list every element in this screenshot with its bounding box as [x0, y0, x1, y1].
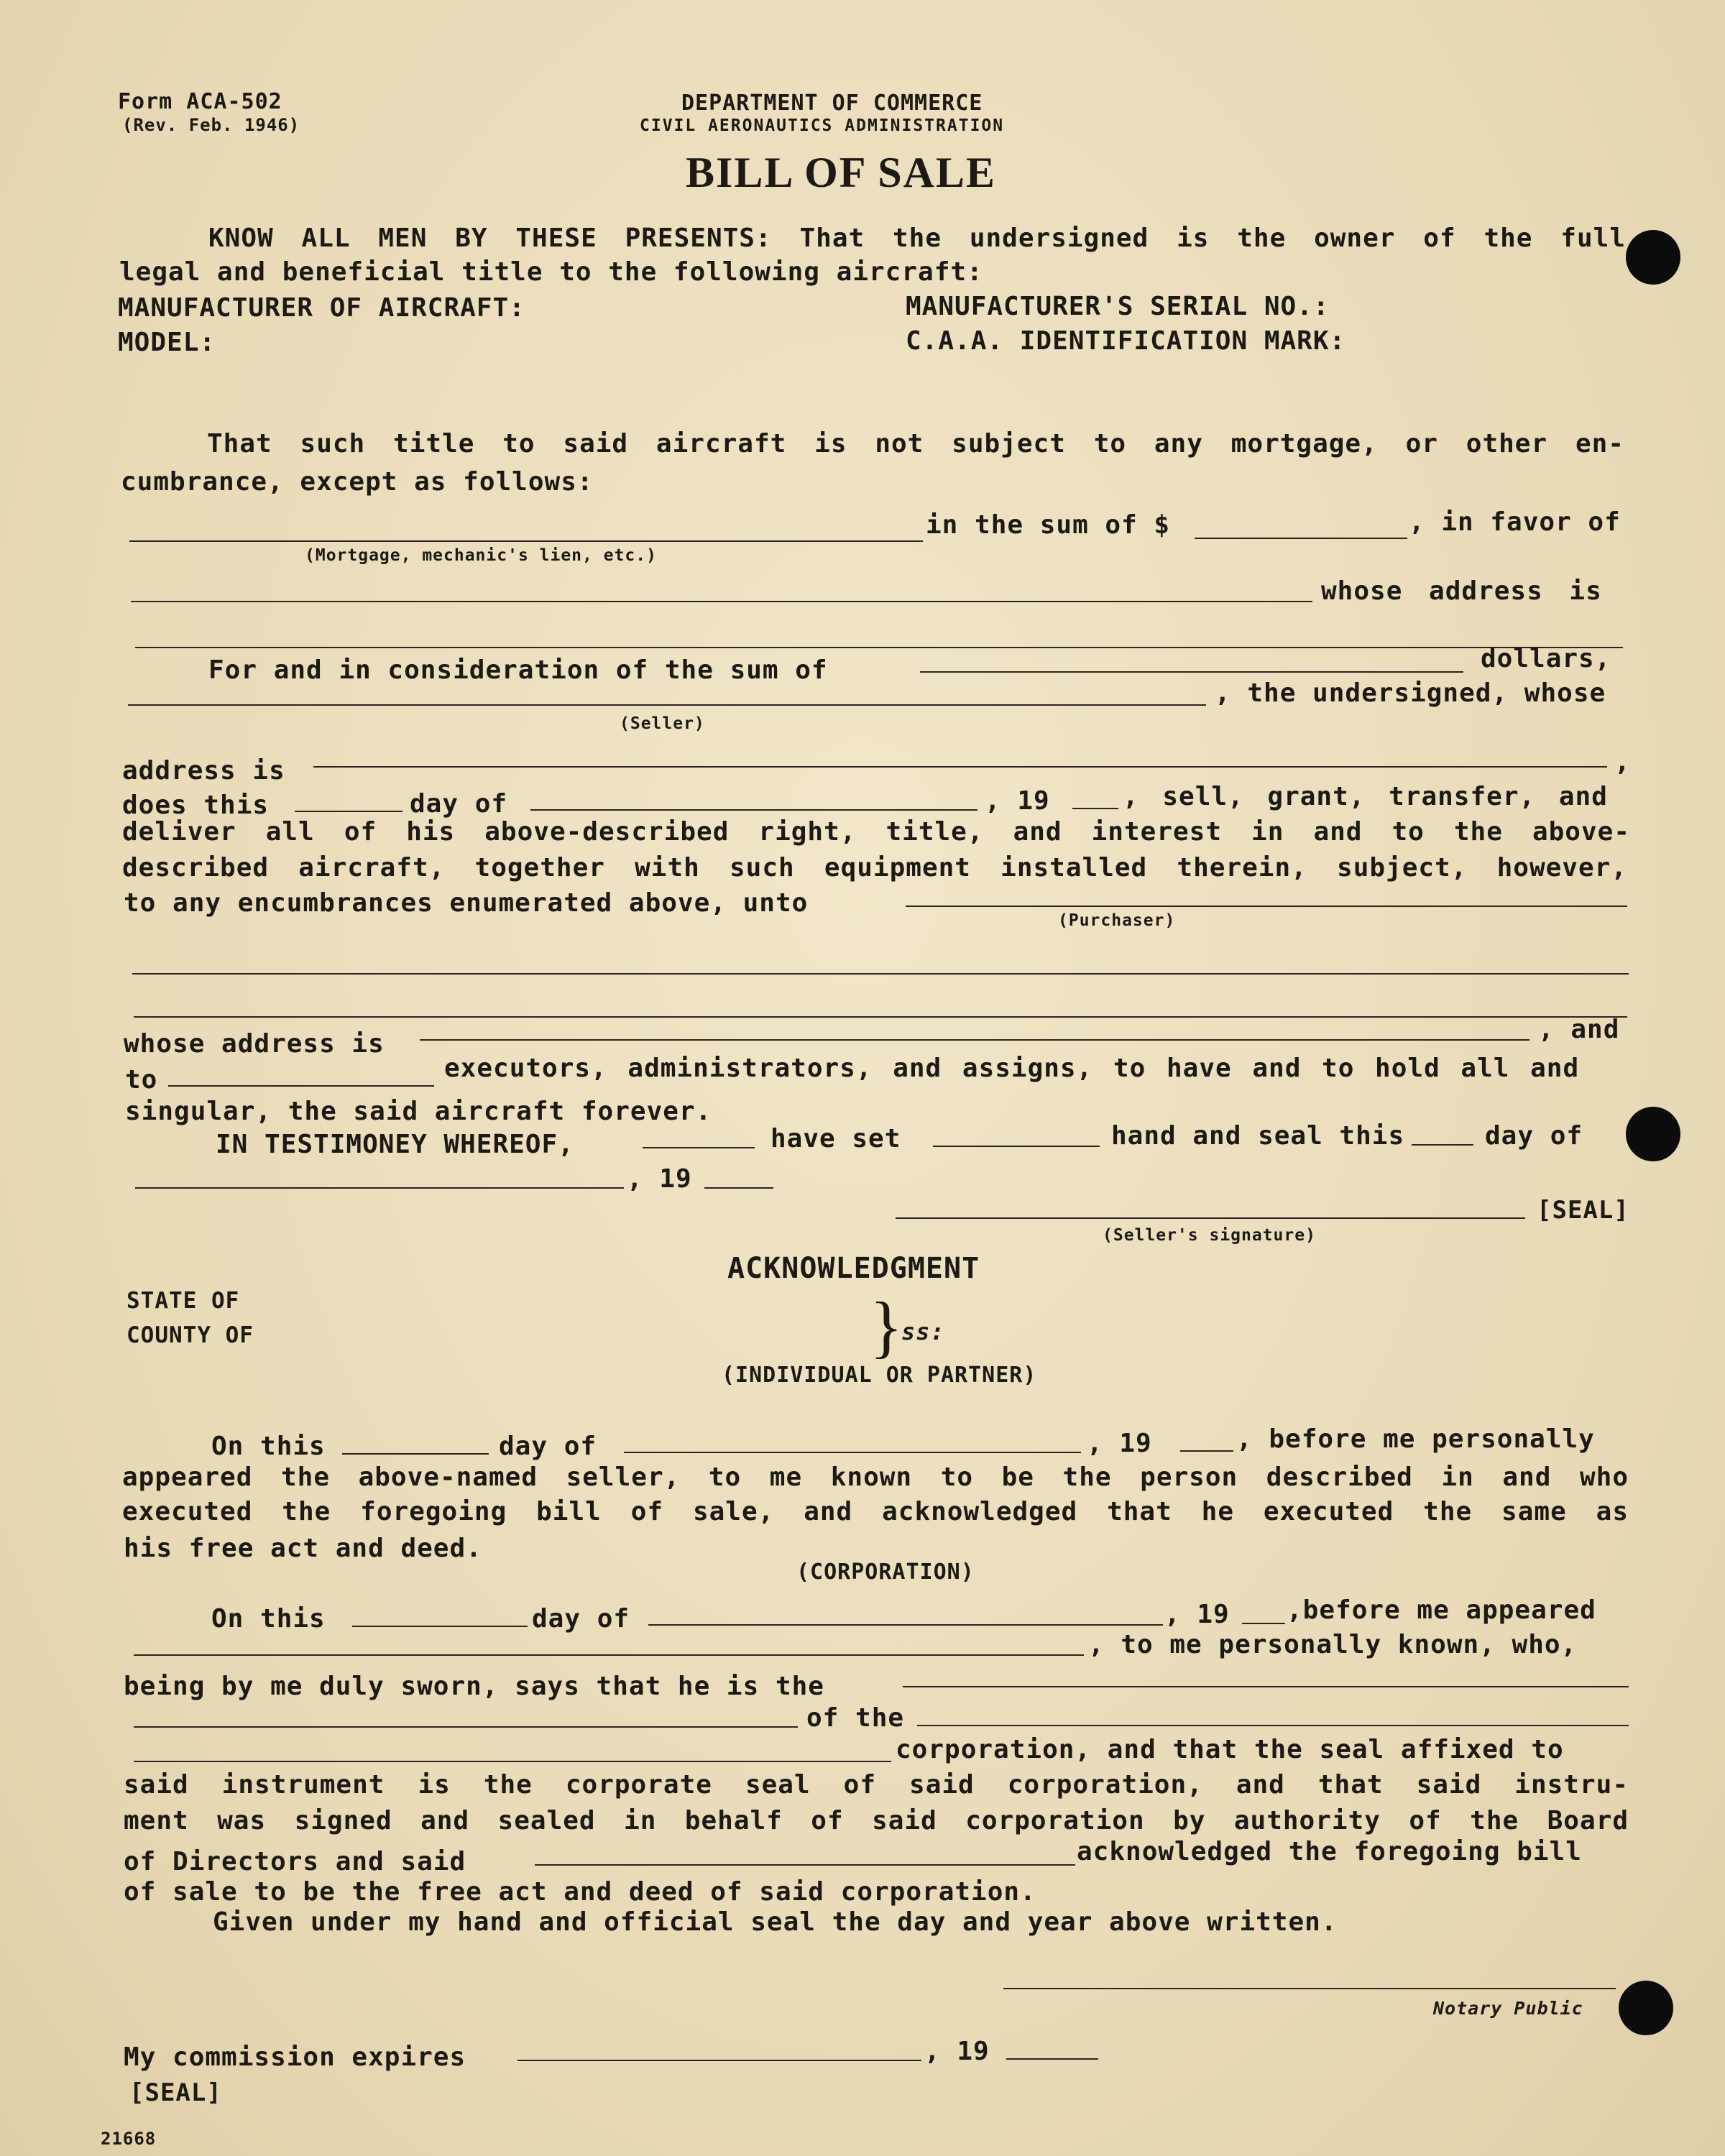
- address-comma: ,: [1614, 747, 1631, 777]
- serial-number-label: MANUFACTURER'S SERIAL NO.:: [906, 292, 1330, 321]
- ind-before-label: , before me personally: [1236, 1424, 1595, 1454]
- testimony-year-field[interactable]: [704, 1187, 773, 1189]
- purchaser-address-label: whose address is: [124, 1029, 385, 1059]
- ownership-intro-cont: legal and beneficial title to the following aircraft:: [119, 257, 983, 287]
- punch-hole-bottom: [1619, 1981, 1673, 2035]
- corp-line-4: of sale to be the free act and deed of said corporation.: [124, 1877, 1036, 1907]
- purchaser-address-field[interactable]: [420, 1039, 1530, 1041]
- county-of-label: COUNTY OF: [126, 1322, 254, 1348]
- described-line: described aircraft, together with such equipment installed therein, subject, however,: [122, 853, 1627, 883]
- does-this-label: does this: [122, 791, 270, 820]
- manufacturer-label: MANUFACTURER OF AIRCRAFT:: [118, 293, 525, 323]
- commission-year-prefix: , 19: [924, 2037, 990, 2066]
- encumbrance-type-field[interactable]: [129, 540, 923, 542]
- encumbrance-amount-field[interactable]: [1195, 538, 1407, 539]
- hand-and-seal-label: hand and seal this: [1111, 1121, 1405, 1151]
- seller-field[interactable]: [128, 704, 1206, 706]
- encumbrance-address-label: whose address is: [1321, 576, 1602, 606]
- consideration-label: For and in consideration of the sum of: [208, 655, 828, 685]
- executors-line: executors, administrators, and assigns, to have and to hold all and: [444, 1054, 1580, 1083]
- favor-of-field[interactable]: [131, 601, 1312, 602]
- ind-on-this-label: On this: [211, 1432, 326, 1461]
- ind-line-3: executed the foregoing bill of sale, and acknowledged that he executed the same as: [122, 1497, 1629, 1526]
- testimony-pronoun-field[interactable]: [933, 1146, 1100, 1147]
- testimony-day-field[interactable]: [1412, 1144, 1473, 1146]
- ss-label: ss:: [901, 1318, 945, 1345]
- ind-month-field[interactable]: [624, 1452, 1081, 1453]
- form-number: Form ACA-502: [118, 89, 282, 114]
- notary-public-label: Notary Public: [1433, 1998, 1583, 2019]
- corp-corporation-label: corporation, and that the seal affixed to: [896, 1735, 1564, 1764]
- encumbrance-caption: (Mortgage, mechanic's lien, etc.): [305, 546, 657, 565]
- seller-caption: (Seller): [620, 714, 705, 733]
- corp-known-label: , to me personally known, who,: [1088, 1630, 1578, 1659]
- purchaser-field-2[interactable]: [132, 973, 1629, 975]
- favor-label: , in favor of: [1409, 507, 1621, 537]
- corp-sworn-label: being by me duly sworn, says that he is the: [124, 1672, 824, 1701]
- notary-signature-field[interactable]: [1003, 1988, 1616, 1989]
- ind-day-field[interactable]: [342, 1453, 489, 1455]
- page-title: BILL OF SALE: [686, 149, 996, 196]
- encumbrance-address-field[interactable]: [135, 647, 1623, 648]
- heirs-field[interactable]: [168, 1085, 434, 1087]
- singular-line: singular, the said aircraft forever.: [125, 1097, 712, 1126]
- corporation-heading: (CORPORATION): [796, 1560, 975, 1585]
- corp-day-of-label: day of: [532, 1604, 630, 1634]
- corp-name-field-2[interactable]: [134, 1761, 891, 1762]
- purchaser-field[interactable]: [906, 906, 1627, 907]
- corp-ack-label: acknowledged the foregoing bill: [1077, 1837, 1582, 1866]
- corp-month-field[interactable]: [648, 1624, 1163, 1626]
- commission-date-field[interactable]: [518, 2060, 921, 2061]
- corp-of-the-label: of the: [806, 1703, 905, 1733]
- corp-before-label: ,before me appeared: [1287, 1595, 1596, 1625]
- corp-year-prefix: , 19: [1164, 1600, 1230, 1629]
- corp-officer-field[interactable]: [535, 1864, 1075, 1866]
- corp-day-field[interactable]: [352, 1626, 528, 1627]
- seller-seal: [SEAL]: [1537, 1196, 1629, 1225]
- state-of-label: STATE OF: [126, 1288, 240, 1314]
- ind-day-of-label: day of: [499, 1432, 597, 1461]
- undersigned-label: , the undersigned, whose: [1215, 678, 1606, 708]
- purchaser-caption: (Purchaser): [1058, 911, 1176, 930]
- encumbrance-line-1: That such title to said aircraft is not subject to any mortgage, or other en-: [207, 429, 1624, 459]
- corp-name-field[interactable]: [917, 1725, 1629, 1726]
- punch-hole-top: [1626, 230, 1680, 285]
- testimony-label: IN TESTIMONEY WHEREOF,: [216, 1130, 574, 1159]
- department-name: DEPARTMENT OF COMMERCE: [681, 91, 983, 116]
- model-label: MODEL:: [118, 328, 216, 357]
- sale-year-prefix: , 19: [985, 786, 1050, 816]
- ownership-intro: KNOW ALL MEN BY THESE PRESENTS: That the undersigned is the owner of the full: [208, 224, 1626, 253]
- corp-on-this-label: On this: [211, 1604, 326, 1634]
- ind-year-prefix: , 19: [1087, 1429, 1152, 1458]
- sale-day-field[interactable]: [295, 811, 402, 812]
- seller-address-field[interactable]: [313, 766, 1607, 768]
- sell-grant-label: , sell, grant, transfer, and: [1123, 782, 1608, 811]
- consideration-amount-field[interactable]: [920, 671, 1463, 673]
- corp-person-field[interactable]: [134, 1654, 1084, 1656]
- deliver-line: deliver all of his above-described right, title, and interest in and to the above-: [122, 817, 1630, 847]
- corp-directors-label: of Directors and said: [124, 1847, 466, 1876]
- purchaser-field-3[interactable]: [134, 1016, 1627, 1018]
- given-line: Given under my hand and official seal the day and year above written.: [213, 1907, 1338, 1937]
- sale-month-field[interactable]: [530, 809, 978, 811]
- ind-year-field[interactable]: [1180, 1450, 1233, 1452]
- acknowledgment-title: ACKNOWLEDGMENT: [727, 1252, 980, 1285]
- caa-mark-label: C.A.A. IDENTIFICATION MARK:: [906, 326, 1346, 356]
- individual-heading: (INDIVIDUAL OR PARTNER): [722, 1363, 1037, 1388]
- testimony-day-of-label: day of: [1485, 1121, 1583, 1151]
- form-revision: (Rev. Feb. 1946): [122, 115, 300, 135]
- corp-title-field-2[interactable]: [134, 1726, 798, 1728]
- corp-line-1: said instrument is the corporate seal of said corporation, and that said instru-: [124, 1770, 1629, 1800]
- testimony-month-field[interactable]: [135, 1187, 624, 1189]
- and-label: , and: [1538, 1015, 1620, 1044]
- dollars-label: dollars,: [1481, 644, 1611, 673]
- ind-line-4: his free act and deed.: [124, 1534, 482, 1563]
- address-is-label: address is: [122, 756, 285, 786]
- notary-seal: [SEAL]: [129, 2078, 222, 2107]
- testimony-party-field[interactable]: [643, 1147, 755, 1148]
- encumbrance-line-2: cumbrance, except as follows:: [121, 467, 594, 497]
- testimony-year-prefix: , 19: [627, 1164, 692, 1194]
- unto-line: to any encumbrances enumerated above, unto: [124, 888, 809, 918]
- corp-line-2: ment was signed and sealed in behalf of said corporation by authority of the Board: [124, 1806, 1629, 1835]
- commission-year-field[interactable]: [1006, 2058, 1098, 2060]
- administration-name: CIVIL AERONAUTICS ADMINISTRATION: [640, 116, 1005, 135]
- to-label: to: [125, 1065, 158, 1095]
- corp-year-field[interactable]: [1242, 1623, 1285, 1624]
- seller-signature-field[interactable]: [896, 1217, 1525, 1219]
- commission-label: My commission expires: [124, 2042, 466, 2072]
- seller-signature-caption: (Seller's signature): [1103, 1226, 1316, 1245]
- sale-day-of-label: day of: [410, 789, 508, 819]
- document-code: 21668: [101, 2129, 157, 2149]
- ind-line-2: appeared the above-named seller, to me known to be the person described in and who: [122, 1462, 1629, 1492]
- corp-title-field[interactable]: [903, 1686, 1629, 1687]
- sale-year-field[interactable]: [1072, 808, 1118, 809]
- punch-hole-middle: [1626, 1107, 1680, 1161]
- have-set-label: have set: [770, 1124, 901, 1153]
- sum-label: in the sum of $: [926, 510, 1171, 540]
- ss-brace: }: [870, 1288, 903, 1365]
